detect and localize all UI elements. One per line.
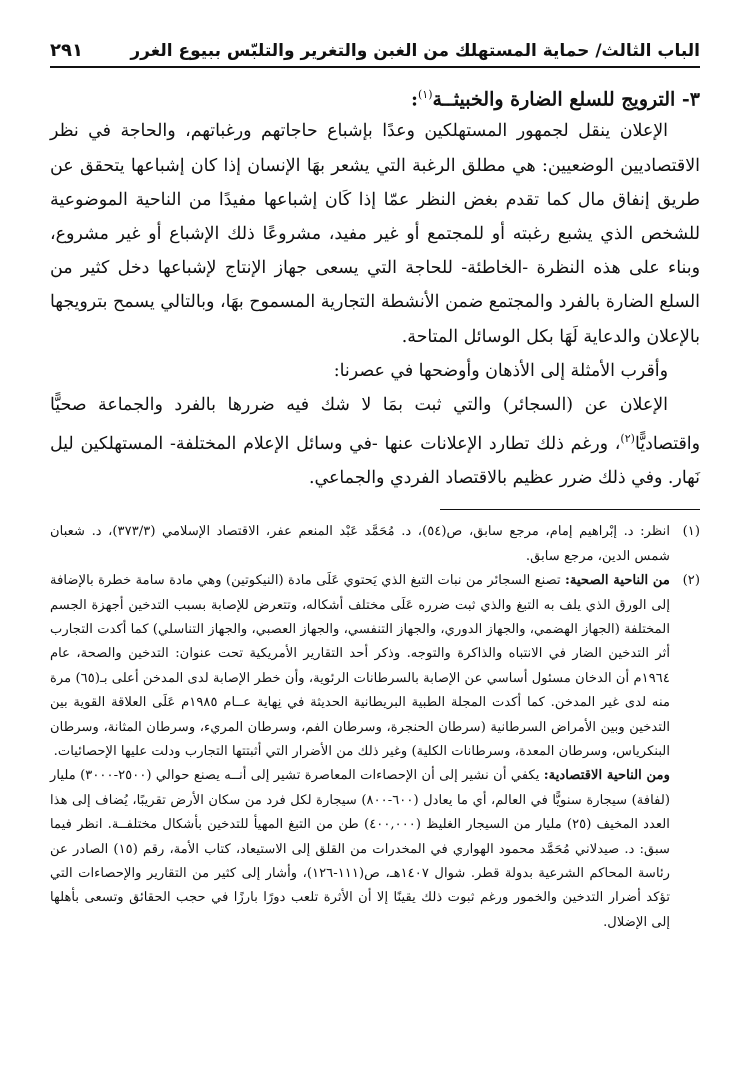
page-number: ٢٩١ (50, 40, 83, 61)
footnote-ref-2[interactable]: (٢) (620, 432, 635, 446)
footnote-2-number: (٢) (682, 573, 700, 589)
footnote-ref-1[interactable]: (١) (417, 88, 433, 101)
chapter-title: الباب الثالث/ حماية المستهلك من الغبن والتغرير والتلبّس ببيوع الغرر (130, 41, 700, 61)
section-heading (50, 80, 700, 114)
body-paragraph-3-text-b: ، ورغم ذلك تطارد الإعلانات عنها -في وسائل الإعلام المختلفة- المستهلكين ليل نَهار. وفي ذلك ضرر عظيم بالاقتصاد الفردي والجماعي. (50, 433, 700, 489)
body-paragraph-3-text-a: الإعلان عن (السجائر) والتي ثبت بمَا لا شك فيه ضررها بالفرد والجماعة صحيًّا واقتصاديًّا (50, 394, 700, 454)
footnote-2-econ-text: يكفي أن نشير إلى أن الإحصاءات المعاصرة تشير إلى أنــه يصنع حوالي (٢٥٠٠-٣٠٠٠) مليار (لفافة) سيجارة سنويًّا في العالم، أي ما يعادل (٦٠٠-٨٠٠) سيجارة لكل فرد من سكان الأرض تقريبًا، يُضاف إلى هذا العدد المخيف (٢٥) مليار من السيجار الغليظ (٤٠٠,٠٠٠) طن من التبغ المهيأ للتدخين بأشكال مختلفــة. انظر فيما سبق: د. صيدلاني مُحَمَّد محمود الهواري في المخدرات من القلق إلى الاستيعاد، كتاب الأمة، رقم (١٥) الصادر عن رئاسة المحاكم الشرعية بدولة قطر. شوال ١٤٠٧هـ، ص(١١١-١٢٦)، وأشار إلى كثير من التقارير والإحصاءات التي تؤكد أضرار التدخين والخمور ورغم ثبوت ذلك يقينًا إلا أن الأثرة تلعب دورًا بارزًا في حجب الحقائق وتسعى بأهلها إلى الإضلال. (50, 768, 671, 930)
body-paragraph-2: وأقرب الأمثلة إلى الأذهان وأوضحها في عصرنا: (333, 360, 668, 381)
footnote-2-econ-label: ومن الناحية الاقتصادية: (543, 768, 670, 784)
footnote-2-continued (50, 764, 700, 935)
footnote-2-health-label: من الناحية الصحية: (565, 573, 670, 589)
body-paragraph-1: الإعلان ينقل لجمهور المستهلكين وعدًا بإشباع حاجاتهم ورغباتهم، والحاجة في نظر الاقتصاديين الوضعيين: هي مطلق الرغبة التي يشعر بهَا الإنسان إذا كان إشباعها يتحقق عن طريق إنفاق مال كما تقدم بغض النظر عمّا إذا كَان إشباعها مفيدًا من الناحية الموضوعية للشخص الذي يشبع رغبته أو للمجتمع أو غير مفيد، مشروعًا ذلك الإشباع أو غير مشروع، وبناء على هذه النظرة -الخاطئة- للحاجة التي يسعى جهاز الإنتاج لإشباعها دخل كثير من السلع الضارة بالفرد والمجتمع ضمن الأنشطة التجارية المسموح بهَا، وبالتالي يسمح بترويجها بالإعلان والدعاية لَهَا بكل الوسائل المتاحة. (50, 121, 700, 347)
running-header (50, 38, 700, 68)
footnote-1-number: (١) (682, 524, 700, 540)
section-heading-text: ٣- الترويج للسلع الضارة والخبيثــة (432, 88, 700, 111)
footnote-1 (50, 520, 700, 569)
body-paragraph-3 (50, 388, 700, 495)
footnote-separator (440, 509, 700, 510)
footnote-1-text: انظر: د. إبْراهيم إمام، مرجع سابق، ص(٥٤)، د. مُحَمَّد عَبْد المنعم عفر، الاقتصاد الإسلامي (٣٧٣/٣)، د. شعبان شمس الدين، مرجع سابق. (50, 524, 670, 564)
footnote-2-health-text: تصنع السجائر من نبات التبغ الذي يَحتوي عَلَى مادة (النيكوتين) وهي مادة سامة خطرة بالإضافة إلى الورق الذي يلف به التبغ والذي ثبت ضرره عَلَى مختلف أشكاله، وتتعرض للإصابة بسبب التدخين أجهزة الجسم المختلفة (الجهاز الهضمي، والجهاز الدوري، والجهاز التنفسي، والجهاز العصبي، والجهاز التناسلي) كما أكدت التجارب أثر التدخين الضار في الانتباه والذاكرة والتوجه. وذكر أحد التقارير الأمريكية تحت عنوان: التدخين والصحة، عام ١٩٦٤م أن الدخان مسئول أساسي عن الإصابة بالسرطانات الرئوية، وأن خطر الإصابة لدى المدخن أعلى بـ(٦٥) مرة منه لدى غير المدخن. كما أكدت المجلة الطبية البريطانية الحديثة في نِهاية عــام ١٩٨٥م عَلَى العلاقة القوية بين التدخين وبين الأمراض السرطانية (سرطان الحنجرة، وسرطان الفم، وسرطان المريء، وسرطان المثانة، وسرطان البنكرياس، وسرطان المعدة، وسرطانات الكلية) وغير ذلك من الأضرار التي أثبتتها التجارب ودلت عليها الإحصائيات. (50, 573, 671, 760)
section-heading-colon: : (410, 88, 418, 111)
footnotes (50, 520, 700, 935)
footnote-2 (50, 569, 700, 764)
